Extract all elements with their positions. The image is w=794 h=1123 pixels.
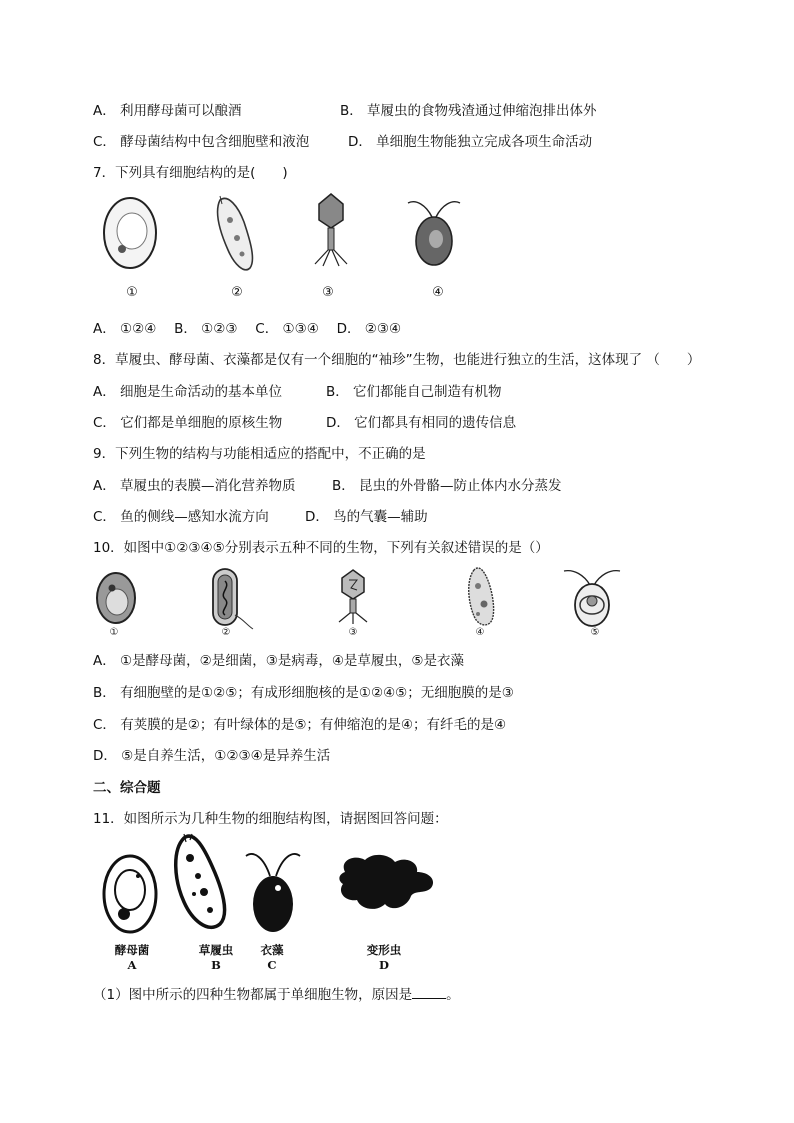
q11-caption-b-letter: B [211, 958, 221, 972]
q7-figure-chlamydomonas [402, 195, 468, 271]
q10-figure-3-virus [333, 568, 373, 626]
q7-figure-yeast [100, 195, 160, 273]
q11-caption-b-name: 草履虫 [198, 943, 234, 957]
q10-label-1: ① [109, 627, 119, 638]
q11-sub1-answer-blank[interactable] [412, 986, 446, 999]
q7-label-2: ② [231, 285, 243, 300]
q11-caption-a-name: 酵母菌 [114, 943, 150, 957]
q6-option-c: C． 酵母菌结构中包含细胞壁和液泡 [93, 134, 310, 150]
q11-figure-a-yeast [100, 852, 160, 936]
q11-caption-a [104, 943, 160, 973]
q10-option-d: D． ⑤是自养生活，①②③④是异养生活 [93, 748, 331, 764]
q11-caption-c [244, 943, 300, 973]
q9-stem: 9．下列生物的结构与功能相适应的搭配中，不正确的是 [93, 446, 426, 462]
q9-option-c: C． 鱼的侧线—感知水流方向 [93, 509, 269, 525]
q10-label-3: ③ [348, 627, 358, 638]
q11-stem: 11．如图所示为几种生物的细胞结构图，请据图回答问题： [93, 811, 448, 827]
q6-option-a: A． 利用酵母菌可以酿酒 [93, 103, 242, 119]
q8-option-c: C． 它们都是单细胞的原核生物 [93, 415, 283, 431]
q10-option-a: A． ①是酵母菌，②是细菌，③是病毒，④是草履虫，⑤是衣藻 [93, 653, 465, 669]
q9-option-d: D． 鸟的气囊—辅助 [305, 509, 428, 525]
q9-option-a: A． 草履虫的表膜—消化营养物质 [93, 478, 296, 494]
q11-sub1-text: （1）图中所示的四种生物都属于单细胞生物，原因是 [93, 987, 413, 1003]
section-title: 二、综合题 [93, 780, 161, 796]
q11-caption-c-name: 衣藻 [260, 943, 284, 957]
q11-caption-d-name: 变形虫 [366, 943, 402, 957]
q10-stem: 10．如图中①②③④⑤分别表示五种不同的生物，下列有关叙述错误的是（） [93, 540, 549, 556]
q11-caption-d [356, 943, 412, 973]
q10-figure-4-paramecium [462, 566, 498, 630]
q11-caption-a-letter: A [127, 958, 137, 972]
q10-option-b: B． 有细胞壁的是①②⑤；有成形细胞核的是①②④⑤；无细胞膜的是③ [93, 685, 514, 701]
q11-sub1 [93, 986, 460, 1004]
q10-figure-2-bacterium [205, 565, 255, 631]
q11-caption-b [188, 943, 244, 973]
q10-label-4: ④ [475, 627, 485, 638]
q8-option-b: B． 它们都能自己制造有机物 [326, 384, 502, 400]
q10-label-5: ⑤ [590, 627, 600, 638]
q7-stem: 7．下列具有细胞结构的是( ) [93, 165, 288, 181]
q8-stem: 8．草履虫、酵母菌、衣藻都是仅有一个细胞的“袖珍”生物，也能进行独立的生活，这体现了 （ ） [93, 352, 701, 368]
q11-caption-d-letter: D [379, 958, 389, 972]
q7-label-1: ① [126, 285, 138, 300]
q11-figure-c-chlamydomonas [240, 846, 306, 936]
q7-label-3: ③ [322, 285, 334, 300]
q11-caption-c-letter: C [267, 958, 277, 972]
q7-options: A． ①②④ B． ①②③ C． ①③④ D． ②③④ [93, 321, 402, 337]
q11-figure-b-paramecium [168, 832, 232, 936]
q10-label-2: ② [221, 627, 231, 638]
q10-option-c: C． 有荚膜的是②；有叶绿体的是⑤；有伸缩泡的是④；有纤毛的是④ [93, 717, 507, 733]
q8-option-a: A． 细胞是生命活动的基本单位 [93, 384, 283, 400]
q9-option-b: B． 昆虫的外骨骼—防止体内水分蒸发 [332, 478, 562, 494]
q7-figure-paramecium [210, 192, 260, 276]
q11-figure-d-amoeba [335, 852, 439, 914]
q6-option-b: B． 草履虫的食物残渣通过伸缩泡排出体外 [340, 103, 597, 119]
q7-figure-virus [309, 192, 353, 270]
q10-figure-1-yeast [94, 570, 138, 626]
q11-sub1-end: 。 [446, 987, 460, 1003]
q7-label-4: ④ [432, 285, 444, 300]
q6-option-d: D． 单细胞生物能独立完成各项生命活动 [348, 134, 593, 150]
q10-figure-5-chlamydomonas [560, 565, 624, 631]
q8-option-d: D． 它们都具有相同的遗传信息 [326, 415, 517, 431]
